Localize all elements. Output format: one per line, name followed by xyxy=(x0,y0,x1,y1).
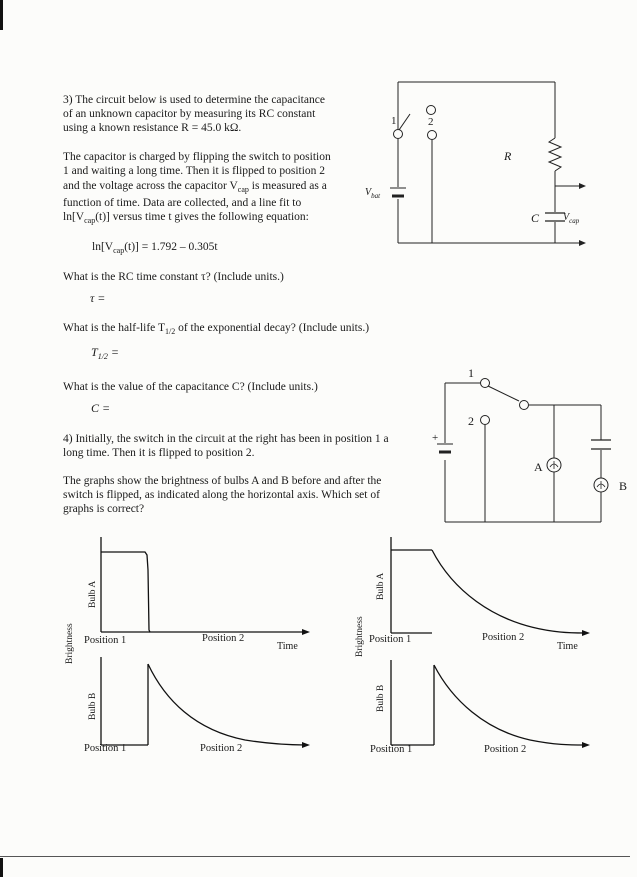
q3a-question: What is the RC time constant τ? (Include units.) xyxy=(63,271,284,283)
q3b-question: What is the half-life $T_{1/2}$ of the exponential decay? (Include units.) xyxy=(63,322,370,336)
q3-para-line4: function of time. Data are collected, and a line fit to xyxy=(63,197,302,209)
q3b-answer-blank: $T_{1/2}$ = xyxy=(91,345,120,361)
right-a-pos1-label: Position 1 xyxy=(369,634,412,645)
right-a-time-label: Time xyxy=(557,641,578,652)
q4-line3: The graphs show the brightness of bulbs A and B before and after the xyxy=(63,475,382,487)
q3a-answer-blank: τ = xyxy=(90,291,106,305)
q4-line1: 4) Initially, the switch in the circuit at the right has been in position 1 a xyxy=(63,433,389,445)
right-bulb-b-label: Bulb B xyxy=(376,684,386,712)
left-b-pos2-label: Position 2 xyxy=(200,743,243,754)
right-b-pos2-label: Position 2 xyxy=(484,744,527,755)
switch1-label: 1 xyxy=(391,115,397,127)
left-bulb-a-label: Bulb A xyxy=(88,580,98,608)
left-bulb-a-graph xyxy=(101,537,305,632)
bulb-a-label: A xyxy=(534,460,543,474)
right-brightness-label: Brightness xyxy=(355,616,365,657)
left-bulb-b-label: Bulb B xyxy=(88,692,98,720)
right-a-pos2-label: Position 2 xyxy=(482,632,525,643)
left-a-pos1-label: Position 1 xyxy=(84,635,127,646)
capacitor-label: C xyxy=(531,211,540,225)
q4-line2: long time. Then it is flipped to position 2. xyxy=(63,447,255,459)
right-bulb-a-graph xyxy=(391,537,585,633)
left-b-pos1-label: Position 1 xyxy=(84,743,127,754)
q3-intro-line2: of an unknown capacitor by measuring its RC constant xyxy=(63,108,316,120)
q3-para-line2: 1 and waiting a long time. Then it is flipped to position 2 xyxy=(63,165,326,177)
bulb-circuit-switch2-label: 2 xyxy=(468,414,474,428)
left-a-time-label: Time xyxy=(277,641,298,652)
left-a-pos2-label: Position 2 xyxy=(202,633,245,644)
q4-line5: graphs is correct? xyxy=(63,503,145,515)
switch2-label: 2 xyxy=(428,116,434,128)
left-bulb-b-graph xyxy=(101,657,305,745)
q3-equation: $\ln[V_{cap}(t)] = 1.792 - 0.305t$ xyxy=(92,241,218,255)
bulb-circuit-switch1-label: 1 xyxy=(468,366,474,380)
q3-intro-line3: using a known resistance R = 45.0 kΩ. xyxy=(63,122,242,134)
vbat-label: $V_{bat}$ xyxy=(365,187,381,200)
q3-para-line3: and the voltage across the capacitor $V_{cap}$ is measured as a xyxy=(63,180,327,194)
right-bulb-b-graph xyxy=(391,660,585,745)
q3c-answer-blank: C = xyxy=(91,401,111,415)
right-bulb-a-label: Bulb A xyxy=(376,572,386,600)
q3-para-line5: $\ln[V_{cap}(t)]$ versus time t gives the following equation: xyxy=(63,211,309,225)
bulb-b-label: B xyxy=(619,479,628,493)
resistor-label: R xyxy=(504,149,512,163)
left-brightness-label: Brightness xyxy=(65,623,75,664)
right-b-pos1-label: Position 1 xyxy=(370,744,413,755)
q3c-question: What is the value of the capacitance C? (Include units.) xyxy=(63,381,318,393)
battery-plus-sign: + xyxy=(432,432,439,444)
vcap-label: $V_{cap}$ xyxy=(563,212,580,225)
q3-para-line1: The capacitor is charged by flipping the switch to position xyxy=(63,151,331,163)
q3-intro-line1: 3) The circuit below is used to determine the capacitance xyxy=(63,94,325,106)
q4-line4: switch is flipped, as indicated along the horizontal axis. Which set of xyxy=(63,489,380,501)
